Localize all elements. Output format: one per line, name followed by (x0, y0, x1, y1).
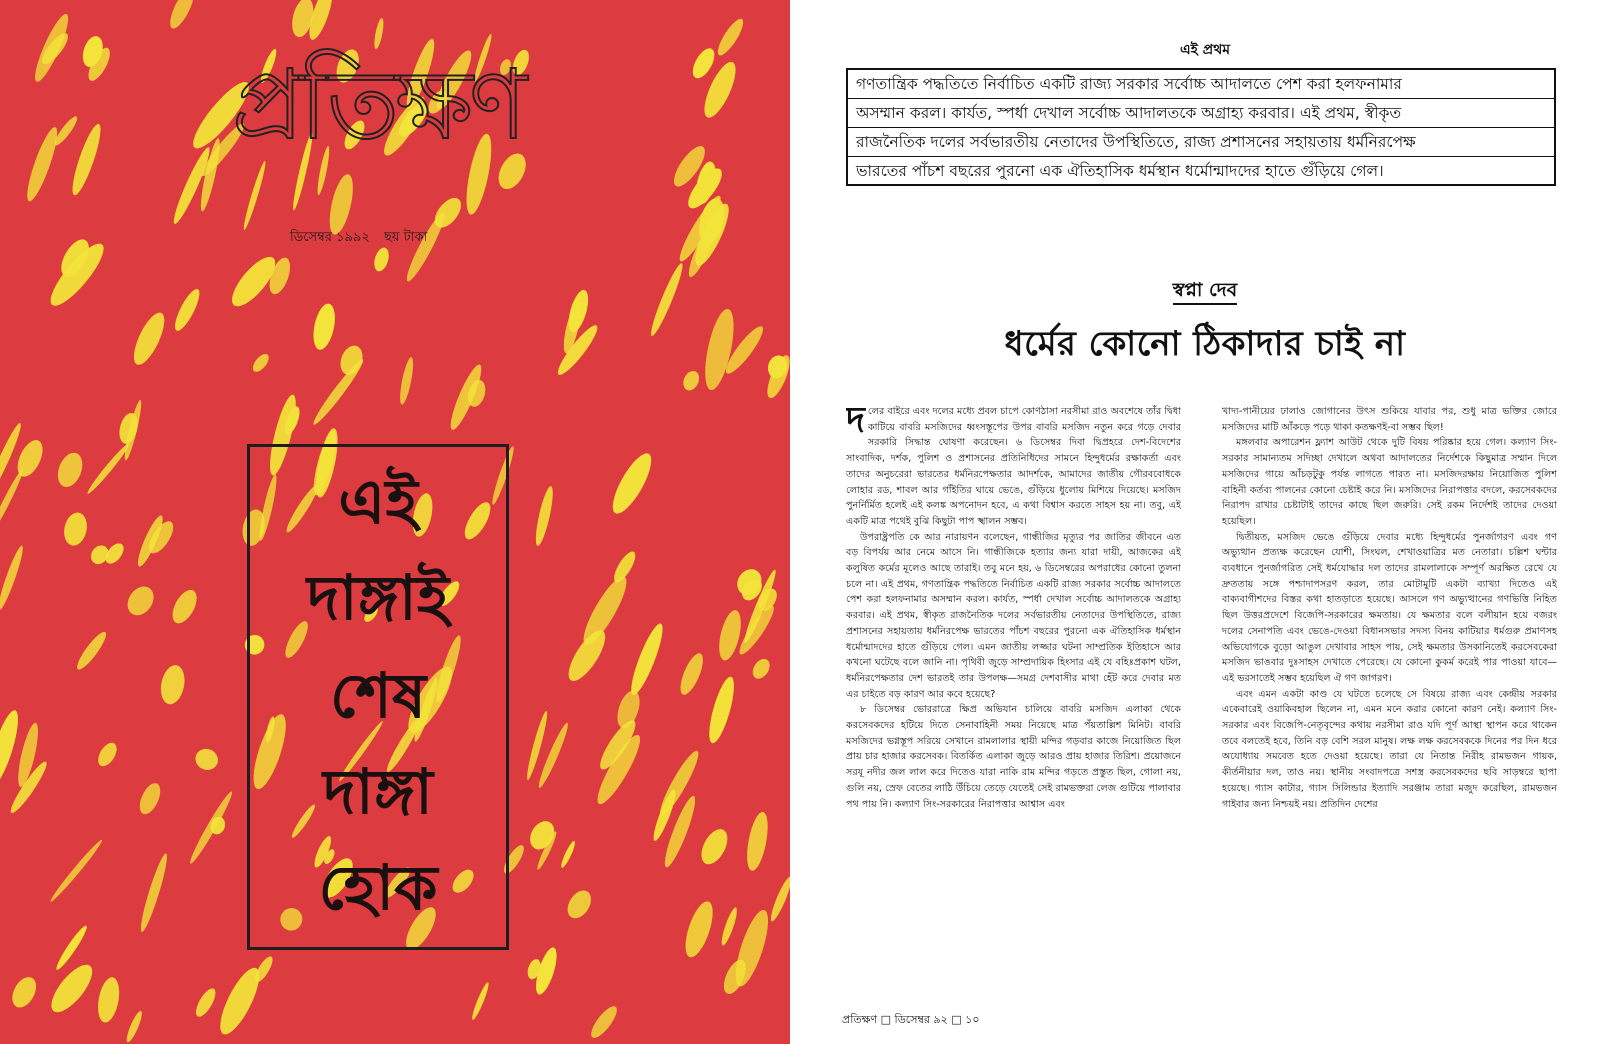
paint-splash (704, 675, 739, 746)
paint-splash (171, 286, 204, 334)
paint-splash (168, 586, 202, 627)
paint-splash (122, 582, 159, 621)
paint-splash (749, 656, 773, 682)
paint-splash (729, 907, 774, 990)
paint-splash (44, 959, 99, 1019)
paint-splash (0, 544, 26, 612)
paint-splash (613, 688, 644, 731)
body-column-left (846, 404, 1181, 964)
cover-issue-date: ডিসেম্বর ১৯৯২ (290, 230, 370, 245)
cover-masthead: প্রতিক্ষণ (232, 49, 523, 161)
paint-splash (250, 351, 272, 374)
body-paragraph: দ্বিতীয়ত, মসজিদ ভেঙে গুঁড়িয়ে দেবার মধ্যে হিন্দুধর্মের পুনর্জাগরণ এবং গণ অভ্যুত্থান প্রত্যক্ষ করেছেন যোশী, সিংঘল, শেখাওয়াত্রির মত নেতারা। চল্লিশ ঘন্টার ব্যবধানে পুনর্জাগরিত সেই ধর্মযোদ্ধার দল তাদের রামলালাকে সম্পূর্ণ অরক্ষিত রেখে যে দ্রুততায় সঙ্গে পশ্চাদাপসরণ করল, তার মোটামুটি একটা ব্যাখ্যা দিতেও এই বাক্যবাগীশদের বিস্তর কথা হাতড়াতে হয়েছে। আসলে গণ অভ্যুত্থানের গণভিত্তি নিহিত ছিল উত্তরপ্রদেশে বিজেপি-সরকারের ক্ষমতায়। যে ক্ষমতার বলে বলীয়ান হয়ে বজরং দলের সেনাপতি এবং ভেঙে-দেওয়া বিধানসভার সদস্য বিনয় কাটিয়ার ধর্মগুরু প্রমাণসহ অভিযোগকে বুড়ো আঙুল দেখাবার সাহস পায়, সেই ক্ষমতার উসকানিতেই করসেবকেরা মসজিদ ভাঙবার দুঃসাহস দেখাতে পেরেছে। যে কোনো কুকর্ম করেই পার পাওয়া যাবে—এই ভরসাতেই সম্ভব হয়েছিল ঐ গণ জাগরণ। (1222, 531, 1557, 684)
intro-box (846, 68, 1556, 186)
cover-price: ছয় টাকা (383, 230, 428, 245)
cover-issue-line (290, 228, 437, 249)
paint-splash (743, 810, 771, 872)
paint-splash (680, 368, 702, 393)
cover-slogan-line-4: দাঙ্গা (323, 755, 433, 828)
paint-splash (587, 1003, 621, 1042)
paint-splash (85, 441, 132, 495)
paint-splash (699, 307, 739, 393)
body-paragraph: খাদ্য-পানীয়ের ঢালাও জোগানের উৎস শুকিয়ে যাবার পর, শুধু মাত্র ভক্তির জোরে মসজিদের মাটি আঁকড়ে পড়ে থাকা কতক্ষণই-বা সম্ভব ছিল! (1222, 406, 1557, 433)
paint-splash (647, 261, 686, 338)
paint-splash (563, 886, 596, 922)
magazine-cover (0, 0, 790, 1044)
page-footer: প্রতিক্ষণ □ ডিসেম্বর ৯২ □ ১০ (842, 1013, 980, 1026)
cover-slogan-line-2: দাঙ্গাই (307, 561, 449, 634)
paint-splash (136, 780, 165, 817)
paint-splash (61, 510, 90, 547)
article-headline: ধর্মের কোনো ঠিকাদার চাই না (1004, 324, 1406, 364)
paint-splash (137, 852, 171, 933)
paint-splash (676, 650, 708, 697)
paint-splash (719, 906, 740, 947)
paint-splash (688, 45, 718, 82)
paint-splash (22, 125, 63, 204)
body-paragraph-text: লের বাইরে এবং দলের মধ্যে প্রবল চাপে কোণঠাসা নরসীমা রাও অবশেষে তাঁর দ্বিধা কাটিয়ে বাবরি মসজিদের ধ্বংসস্তূপের উপর বাবরি মসজিদ নতুন করে গড়ে দেবার সরকারি সিদ্ধান্ত ঘোষণা করেছেন। ৬ ডিসেম্বর দিবা দ্বিপ্রহরে দেশ-বিদেশের সাংবাদিক, দর্শক, পুলিশ ও প্রশাসনের প্রতিনিধিদের সামনে হিন্দুধর্মের রক্ষাকর্তা এবং তাদের অনুচরেরা ভারতের ধর্মনিরপেক্ষতার আদর্শকে, আমাদের জাতীয় গৌরববোধকে লোহার রড, শাবল আর গাঁইতির ঘায়ে ভেঙে, গুঁড়িয়ে ধুলোয় মিশিয়ে দিয়েছে। মসজিদ পুনর্নির্মিত হলেই এই কলঙ্ক অপনোদন হবে, এ কথা বিশ্বাস করতে সাহস হয় না। তবু, এই একটি মাত্র পথেই বুঝি কিছুটা পাপ স্খালন সম্ভব। (846, 406, 1181, 527)
drop-cap: দ (846, 404, 865, 441)
paint-splash (715, 608, 745, 662)
running-head: এই প্রথম (1179, 42, 1231, 58)
body-paragraph: ৮ ডিসেম্বর ভোররাত্রে ক্ষিপ্র অভিযান চালিয়ে বাবরি মসজিদ এলাকা থেকে করসেবকদের হটিয়ে দিতে সেনাবাহিনী সময় নিয়েছে মাত্র পঁয়তাল্লিশ মিনিট। বাবরি মসজিদের ভগ্নস্তূপ সরিয়ে সেখানে রামলালার স্থায়ী মন্দির গড়বার কাজে নিয়োজিত ছিল প্রায় চার হাজার করসেবক। বিতর্কিত এলাকা জুড়ে আরও প্রায় হাজার তিরিশ। প্রয়োজনে সরযূ নদীর জল লাল করে দিতেও যারা নাকি রাম মন্দির গড়তে প্রস্তুত ছিল, গোলা নয়, গুলি নয়, স্রেফ বেতের লাঠি উঁচিয়ে তেড়ে যেতেই সেই রামভক্তরা লেজ গুটিয়ে পালাবার পথ পায় নি। কল্যাণ সিং-সরকারের নিরাপত্তার আশ্বাস এবং (846, 704, 1181, 810)
paint-splash (768, 875, 790, 923)
cover-slogan-line-1: এই (338, 465, 418, 538)
paint-splash (532, 485, 556, 547)
paint-splash (53, 923, 90, 972)
paint-splash (166, 0, 199, 32)
paint-splash (128, 309, 170, 369)
paint-splash (310, 302, 339, 352)
paint-splash (559, 840, 577, 869)
body-paragraph: এবং এমন একটা কাণ্ড যে ঘটতে চলেছে সে বিষয়ে রাজ্য এবং কেন্দ্রীয় সরকার একেবারেই ওয়াকিবহাল ছিলেন না, এমন মনে করার কোনো কারণ নেই। কল্যাণ সিং-সরকার এবং বিজেপি-নেতৃবৃন্দের কথায় নরসীমা রাও যদি পূর্ণ আস্থা স্থাপন করে থাকেন তবে বলতেই হবে, তিনি বড় বেশি সরল মানুষ। লক্ষ লক্ষ করসেবককে দিনের পর দিন ধরে অযোধ্যায় সমবেত হতে দেওয়া হয়েছে। তারা যে নিতান্ত নিরীহ রামভজন গায়ক, কীর্তনীয়ার দল, তাও নয়। স্থানীয় সংবাদপত্রে সশস্ত্র করসেবকদের ছবি সাড়ম্বরে ছাপা হয়েছে। গ্যাস কাটার, গ্যাস সিলিন্ডার ইত্যাদি সরঞ্জাম তারা মজুদ করেছিল, রামভজন গাইবার জন্য নিশ্চয়ই নয়। প্রতিদিন দেশের (1222, 688, 1557, 810)
paint-splash (95, 976, 123, 1025)
body-paragraph (846, 404, 1181, 530)
paint-splash (696, 825, 733, 869)
cover-slogan-box (247, 444, 509, 950)
paint-splash (0, 467, 26, 536)
paint-splash (94, 740, 120, 770)
cover-slogan-line-5: হোক (318, 851, 438, 924)
paint-splash (158, 663, 188, 706)
paint-splash (606, 449, 658, 519)
intro-line-3: রাজনৈতিক দলের সর্বভারতীয় নেতাদের উপস্থিতিতে, রাজ্য প্রশাসনের সহায়তায় ধর্মনিরপেক্ষ (848, 128, 1554, 157)
article-page (810, 0, 1600, 1044)
paint-splash (192, 746, 221, 774)
author-byline (810, 276, 1600, 308)
paint-splash (73, 629, 110, 673)
body-paragraph: উপরাষ্ট্রপতি কে আর নারায়ণন বলেছেন, গান্ধীজির মৃত্যুর পর জাতির জীবনে এত বড় বিপর্যয় আর নেমে আসে নি। গান্ধীজিকে হত্যার জন্য যারা দায়ী, আজকের এই কলুষিত কর্মের মূলেও আছে তারাই। তবু মনে হয়, ৬ ডিসেম্বরের অপরাধের কোনো তুলনা চলে না। এই প্রথম, গণতান্ত্রিক পদ্ধতিতে নির্বাচিত একটি রাজ্য সরকার সর্বোচ্চ আদালতে পেশ করা হলফনামার অসম্মান করল। কার্যত, স্পর্ধা দেখাল সর্বোচ্চ আদালতকে অগ্রাহ্য করবার। এই প্রথম, স্বীকৃত রাজনৈতিক দলের সর্বভারতীয় নেতাদের উপস্থিতিতে, রাজ্য প্রশাসনের সহায়তায় ধর্মনিরপেক্ষ ভারতের পাঁচশ বছরের পুরনো এক ঐতিহাসিক ধর্মস্থান ধর্মোন্মাদদের হাতে গুঁড়িয়ে গেল। এমন জাতীয় লজ্জার ঘটনা সাম্প্রতিক ইতিহাসে আর কখনো ঘটেছে বলে জানি না। পৃথিবী জুড়ে সাম্প্রদায়িক হিংসার এই যে বহিঃপ্রকাশ ঘটল, ধর্মনিরপেক্ষতার দেশ ভারতই তার উপলক্ষ—সমগ্র দেশবাসীর মাথা হেঁট করে দেবার মত এর চাইতে বড় কারণ আর কবে হয়েছে? (846, 531, 1181, 700)
intro-line-1: গণতান্ত্রিক পদ্ধতিতে নির্বাচিত একটি রাজ্য সরকার সর্বোচ্চ আদালতে পেশ করা হলফনামার (848, 70, 1554, 99)
paint-splash (337, 342, 367, 378)
intro-line-4: ভারতের পাঁচশ বছরের পুরনো এক ঐতিহাসিক ধর্মস্থান ধর্মোন্মাদদের হাতে গুঁড়িয়ে গেল। (856, 162, 1384, 180)
paint-splash (124, 1009, 144, 1043)
paint-splash (53, 449, 87, 490)
paint-splash (397, 356, 415, 405)
cover-slogan-line-3: শেষ (329, 659, 427, 732)
paint-splash (714, 16, 748, 59)
author-name: স্বপ্না দেব (1173, 279, 1237, 305)
paint-splash (12, 436, 47, 480)
paint-splash (680, 898, 718, 960)
paint-splash (192, 986, 219, 1020)
intro-line-2: অসম্মান করল। কার্যত, স্পর্ধা দেখাল সর্বোচ্চ আদালতকে অগ্রাহ্য করবার। এই প্রথম, স্বীকৃত (848, 99, 1554, 128)
paint-splash (626, 621, 668, 698)
paint-splash (470, 981, 491, 1021)
paint-splash (68, 122, 106, 198)
paint-splash (48, 838, 104, 904)
paint-splash (372, 246, 392, 273)
body-paragraph: মঙ্গলবার অপারেশন ফ্ল্যাশ আউট থেকে দুটি বিষয় পরিষ্কার হয়ে গেল। কল্যাণ সিং-সরকার সামান্যতম সদিচ্ছা দেখালে অথবা আদালতের নির্দেশকে কিছুমাত্র সম্মান দিলে মসজিদের গায়ে আঁচড়টুকু পর্যন্ত লাগতে পারত না। মসজিদরক্ষায় নিয়োজিত পুলিশ বাহিনী কর্তব্য পালনের কোনো চেষ্টাই করে নি। মসজিদের নিরাপত্তার বদলে, করসেবকদের নিরাপদ রাখার চেষ্টাটাই তাদের কাছে ছিল জরুরি। সেই রকম নির্দেশই তাদের দেওয়া হয়েছিল। (1222, 437, 1557, 527)
paint-splash (7, 973, 41, 1012)
body-column-right (1222, 404, 1557, 964)
